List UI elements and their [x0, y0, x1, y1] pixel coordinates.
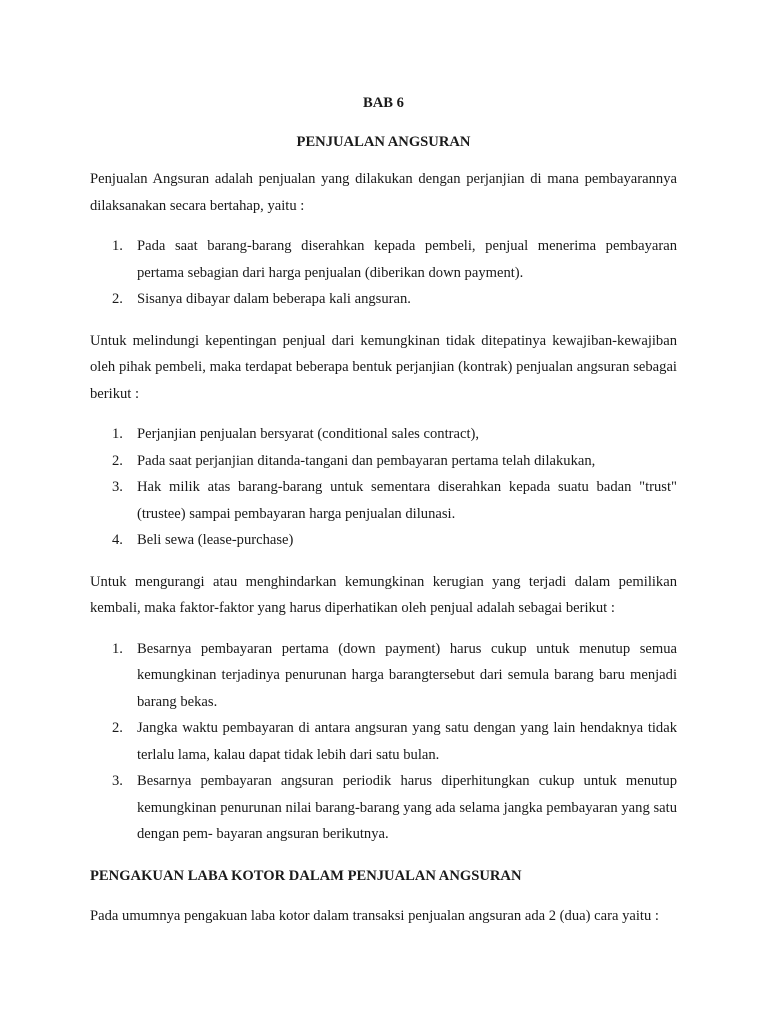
contract-forms-paragraph: Untuk melindungi kepentingan penjual dari kemungkinan tidak ditepatinya kewajiban-kewajiban oleh pihak pembeli, maka terdapat beberapa bentuk perjanjian (kontrak) penjualan angsuran sebagai berikut : [90, 332, 677, 402]
chapter-heading: BAB 6 [363, 95, 404, 111]
document-page [90, 90, 677, 943]
list-item-text: Sisanya dibayar dalam beberapa kali angsuran. [137, 291, 411, 307]
list-item [90, 421, 677, 448]
list-number: 3. [112, 479, 123, 495]
intro-paragraph: Penjualan Angsuran adalah penjualan yang dilakukan dengan perjanjian di mana pembayarannya dilaksanakan secara bertahap, yaitu : [90, 171, 677, 214]
list-item-text: Perjanjian penjualan bersyarat (conditional sales contract), [137, 426, 480, 442]
list-item-text: Pada saat perjanjian ditanda-tangani dan pembayaran pertama telah dilakukan, [137, 452, 596, 469]
list-item-text: Besarnya pembayaran angsuran periodik harus diperhitungkan cukup untuk menutup kemungkinan penurunan nilai barang-barang yang ada selama jangka pembayaran yang satu dengan pem- bayaran angsuran berikutnya. [137, 773, 677, 842]
list-item [90, 474, 677, 527]
list-number: 4. [112, 532, 123, 548]
risk-factors-list [90, 636, 677, 848]
list-number: 2. [112, 452, 123, 469]
section-heading: PENGAKUAN LABA KOTOR DALAM PENJUALAN ANGSURAN [90, 867, 522, 884]
list-number: 2. [112, 720, 123, 736]
list-number: 1. [112, 426, 123, 442]
list-number: 1. [112, 640, 123, 657]
chapter-title: PENJUALAN ANGSURAN [296, 134, 471, 150]
list-item [90, 233, 677, 286]
list-item-text: Pada saat barang-barang diserahkan kepada pembeli, penjual menerima pembayaran pertama sebagian dari harga penjualan (diberikan down payment). [137, 238, 677, 281]
list-item [90, 715, 677, 768]
list-item [90, 768, 677, 848]
contract-forms-list [90, 421, 677, 554]
profit-recognition-paragraph: Pada umumnya pengakuan laba kotor dalam transaksi penjualan angsuran ada 2 (dua) cara yaitu : [90, 907, 659, 924]
list-item-text: Jangka waktu pembayaran di antara angsuran yang satu dengan yang lain hendaknya tidak terlalu lama, kalau dapat tidak lebih dari satu bulan. [137, 720, 677, 763]
list-item [90, 286, 677, 313]
list-item [90, 636, 677, 716]
list-item-text: Hak milik atas barang-barang untuk sementara diserahkan kepada suatu badan "trust" (trustee) sampai pembayaran harga penjualan dilunasi. [137, 479, 677, 522]
list-number: 3. [112, 773, 123, 789]
installment-stages-list [90, 233, 677, 313]
list-item-text: Beli sewa (lease-purchase) [137, 532, 294, 548]
list-item [90, 448, 677, 475]
risk-factors-paragraph: Untuk mengurangi atau menghindarkan kemungkinan kerugian yang terjadi dalam pemilikan kembali, maka faktor-faktor yang harus diperhatikan oleh penjual adalah sebagai berikut : [90, 573, 677, 616]
list-number: 1. [112, 238, 123, 254]
list-item-text: Besarnya pembayaran pertama (down payment) harus cukup untuk menutup semua kemungkinan terjadinya penurunan harga barangtersebut dari semula barang baru menjadi barang bekas. [137, 640, 677, 710]
list-number: 2. [112, 291, 123, 307]
list-item [90, 527, 677, 554]
